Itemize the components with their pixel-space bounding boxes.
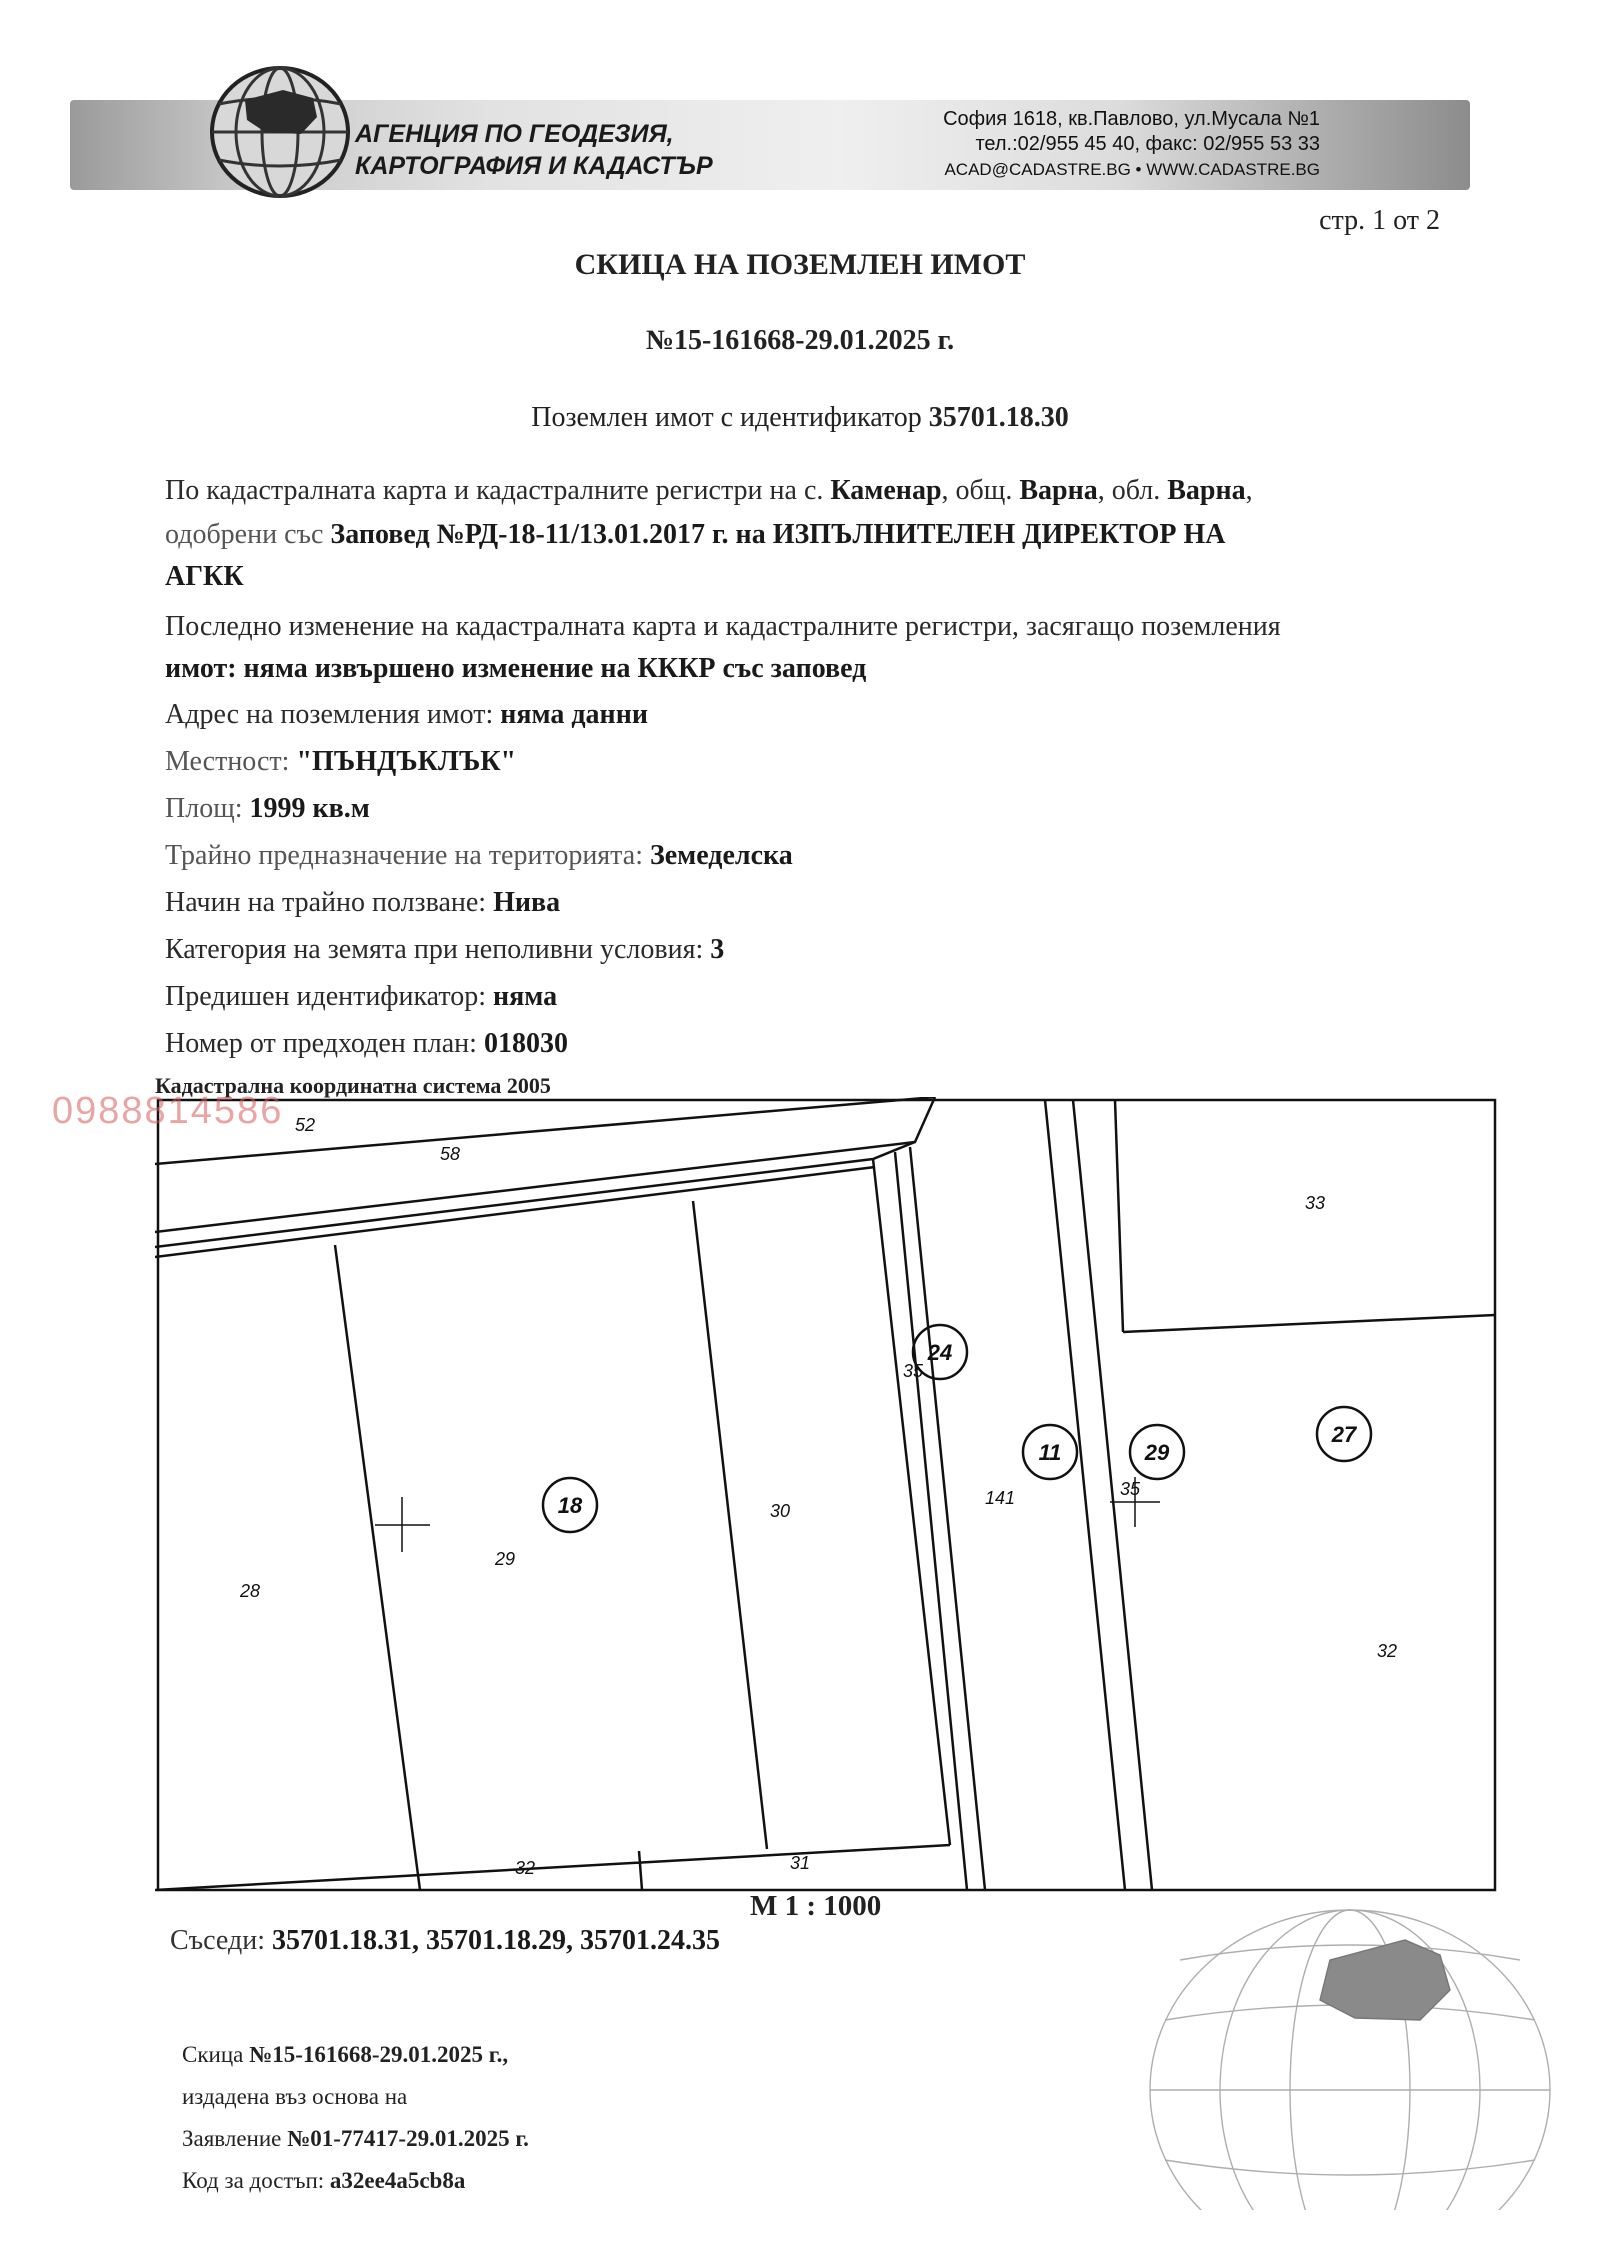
prev-id-value: няма: [493, 981, 558, 1012]
approval-line-cont: [165, 560, 244, 594]
region-name: Варна: [1167, 475, 1246, 506]
parcel-label-32: 32: [514, 1858, 536, 1878]
area-label: Площ:: [165, 793, 243, 824]
footer-application-number: №01-77417-29.01.2025 г.: [287, 2126, 529, 2151]
village-name: Каменар: [830, 475, 942, 506]
document-number: №15-161668-29.01.2025 г.: [645, 325, 955, 356]
parcel-label-33: 33: [1304, 1193, 1326, 1213]
prev-id-label: Предишен идентификатор:: [165, 981, 487, 1012]
last-change-value: няма извършено изменение на КККР със заповед: [243, 653, 867, 684]
footer-sketch-number: №15-161668-29.01.2025 г.,: [249, 2042, 509, 2067]
approval-order: Заповед №РД-18-11/13.01.2017 г. на ИЗПЪЛНИТЕЛЕН ДИРЕКТОР НА: [330, 519, 1226, 550]
boundary-line: [155, 1167, 875, 1257]
cadastral-map-line: [165, 474, 1253, 508]
address-value: няма данни: [500, 699, 648, 730]
text-fragment: , обл.: [1097, 475, 1161, 506]
phone-watermark: 0988814586: [52, 1090, 284, 1132]
footer-sketch-line: [182, 2040, 508, 2070]
prev-plan-line: [165, 1027, 568, 1061]
parcel-identifier: 35701.18.30: [928, 402, 1069, 433]
usage-line: [165, 886, 560, 920]
text-fragment: ,: [1245, 475, 1253, 506]
address-label: Адрес на поземления имот:: [165, 699, 494, 730]
parcel-identifier-label: Поземлен имот с идентификатор: [531, 402, 922, 433]
boundary-line: [1115, 1100, 1123, 1332]
parcel-label-58: 58: [439, 1144, 461, 1164]
boundary-line: [910, 1147, 985, 1890]
parcel-identifier-line: [0, 402, 1600, 434]
category-value: 3: [710, 934, 725, 965]
footer-sketch-label: Скица: [182, 2042, 244, 2067]
prev-plan-value: 018030: [483, 1028, 568, 1059]
agency-name: [355, 118, 713, 182]
area-line: [165, 792, 370, 826]
usage-label: Начин на трайно ползване:: [165, 887, 487, 918]
boundary-line: [1123, 1315, 1495, 1332]
approval-line: [165, 518, 1226, 552]
parcel-label-35: 35: [1119, 1479, 1141, 1499]
boundary-line: [873, 1159, 953, 1845]
address-line: [165, 698, 648, 732]
agency-contacts: [880, 107, 1320, 182]
footer-access-line: [182, 2166, 465, 2196]
neighbors-label: Съседи:: [170, 1925, 265, 1956]
area-value: 1999 кв.м: [249, 793, 370, 824]
last-change-label2: имот:: [165, 653, 237, 684]
map-scale: М 1 : 1000: [750, 1890, 882, 1922]
boundary-line: [155, 1142, 915, 1247]
text-fragment: , общ.: [941, 475, 1013, 506]
usage-value: Нива: [493, 887, 561, 918]
text-fragment: одобрени със: [165, 519, 324, 550]
agency-name-line1: АГЕНЦИЯ ПО ГЕОДЕЗИЯ,: [355, 120, 674, 148]
footer-access-label: Код за достъп:: [182, 2168, 325, 2193]
purpose-line: [165, 839, 793, 873]
locality-value: "ПЪНДЪКЛЪК": [296, 746, 517, 777]
parcel-label-30: 30: [769, 1501, 791, 1521]
agency-web: ACAD@CADASTRE.BG • WWW.CADASTRE.BG: [944, 160, 1320, 179]
footer-access-code: a32ee4a5cb8a: [329, 2168, 466, 2193]
parcel-label-52: 52: [294, 1115, 316, 1135]
parcel-label-29: 29: [494, 1549, 516, 1569]
footer-issued-line: издадена въз основа на: [182, 2084, 408, 2109]
category-line: [165, 933, 724, 967]
prev-plan-label: Номер от предходен план:: [165, 1028, 477, 1059]
circle-label-18: 18: [557, 1493, 583, 1518]
prev-id-line: [165, 980, 557, 1014]
approval-order-cont: АГКК: [165, 561, 244, 592]
parcel-label-141: 141: [984, 1488, 1016, 1508]
locality-line: [165, 745, 516, 779]
agency-logo-icon: [205, 62, 355, 202]
agency-address: София 1618, кв.Павлово, ул.Мусала №1: [943, 108, 1320, 130]
agency-name-line2: КАРТОГРАФИЯ И КАДАСТЪР: [355, 152, 713, 180]
circle-label-29: 29: [1144, 1440, 1170, 1465]
globe-stamp-icon: [1090, 1870, 1570, 2210]
boundary-line: [155, 1845, 950, 1890]
municipality-name: Варна: [1019, 475, 1098, 506]
last-change-value-line: [165, 652, 866, 686]
footer-application-line: [182, 2124, 529, 2154]
text-fragment: По кадастралната карта и кадастралните регистри на с.: [165, 475, 824, 506]
parcel-label-28: 28: [239, 1581, 261, 1601]
map-frame: [158, 1100, 1495, 1890]
locality-label: Местност:: [165, 746, 290, 777]
neighbors-line: [170, 1925, 720, 1957]
cross-mark: [375, 1497, 430, 1552]
circle-label-27: 27: [1331, 1422, 1357, 1447]
circle-label-24: 24: [927, 1340, 953, 1365]
category-label: Категория на земята при неполивни условия:: [165, 934, 704, 965]
parcel-label-32: 32: [1376, 1641, 1398, 1661]
coordinate-system-label: Кадастрална координатна система 2005: [155, 1073, 551, 1098]
parcel-label-31: 31: [789, 1853, 811, 1873]
footer-application-label: Заявление: [182, 2126, 282, 2151]
boundary-line: [639, 1851, 642, 1890]
neighbors-value: 35701.18.31, 35701.18.29, 35701.24.35: [272, 1925, 720, 1956]
purpose-value: Земеделска: [649, 840, 793, 871]
boundary-line: [335, 1245, 420, 1890]
last-change-line: [165, 610, 1281, 644]
page-number: стр. 1 от 2: [1319, 205, 1440, 236]
agency-phone: тел.:02/955 45 40, факс: 02/955 53 33: [975, 133, 1320, 155]
parcel-label-35: 35: [902, 1361, 924, 1381]
boundary-line: [693, 1201, 767, 1849]
boundary-line: [895, 1152, 967, 1890]
circle-label-11: 11: [1038, 1440, 1062, 1465]
cadastral-map: [155, 1097, 1500, 1897]
document-title: СКИЦА НА ПОЗЕМЛЕН ИМОТ: [574, 248, 1026, 281]
purpose-label: Трайно предназначение на територията:: [165, 840, 643, 871]
last-change-label: Последно изменение на кадастралната карта и кадастралните регистри, засягащо поземления: [165, 611, 1281, 642]
